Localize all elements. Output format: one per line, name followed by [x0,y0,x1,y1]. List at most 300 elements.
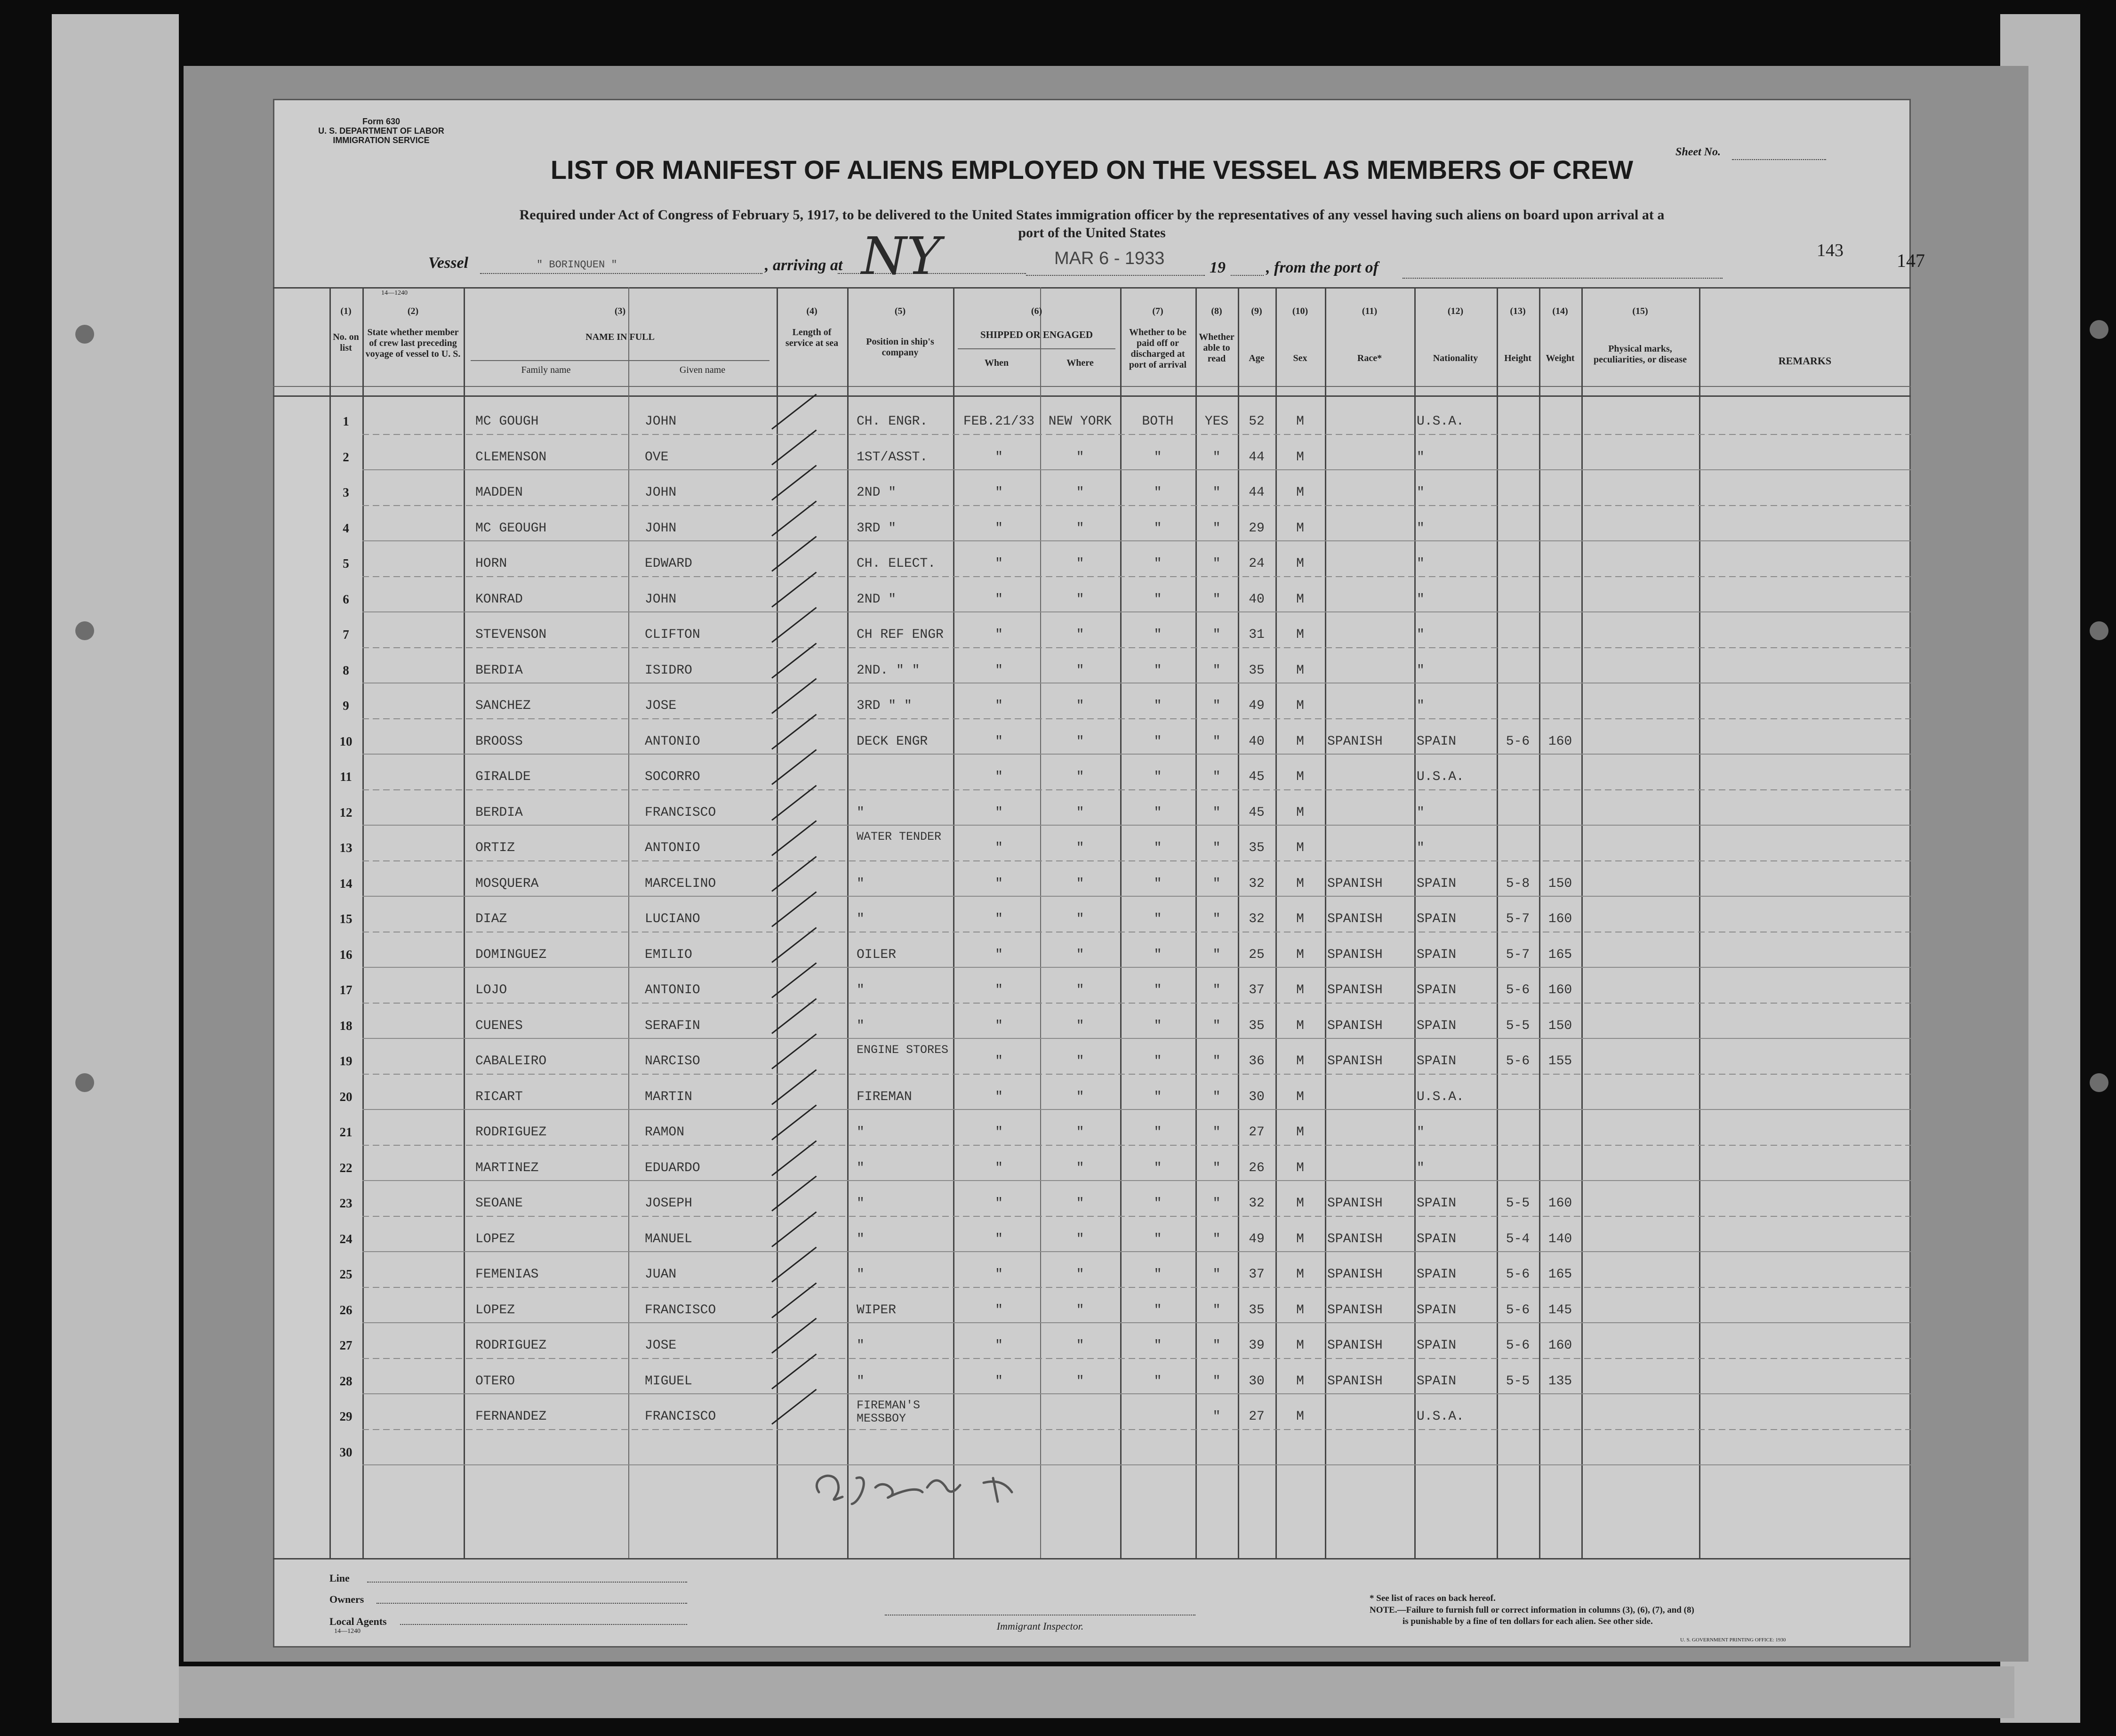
row-7-paid: " [1154,627,1162,642]
row-8-where: " [1076,663,1084,678]
header-no-on-list: No. on list [333,332,359,353]
row-18-height: 5-5 [1506,1018,1530,1033]
row-rule [362,1145,1911,1146]
row-19-read: " [1212,1054,1221,1069]
footer-agents-code: 14—1240 [334,1628,361,1635]
colnum-10: (10) [1292,306,1308,316]
row-13-age: 35 [1249,841,1265,855]
row-24-position: " [857,1231,865,1246]
row-13-when: " [995,841,1003,855]
colnum-2: (2) [407,306,419,316]
row-27-nat: SPAIN [1417,1338,1457,1353]
row-13-position: WATER TENDER [857,830,942,844]
row-5-paid: " [1154,556,1162,571]
row-rule [362,611,1911,612]
row-28-when: " [995,1374,1003,1389]
row-10-weight: 160 [1548,734,1572,749]
row-rule [362,540,1911,541]
row-12-when: " [995,805,1003,820]
row-10-read: " [1212,734,1221,749]
row-28-weight: 135 [1548,1374,1572,1389]
arriving-port-handwritten: NY [861,226,941,286]
row-26-family: LOPEZ [475,1302,515,1318]
row-20-family: RICART [475,1089,523,1104]
row-11-read: " [1212,770,1221,784]
row-28-no: 28 [339,1374,353,1388]
row-20-age: 30 [1249,1089,1265,1104]
row-7-sex: M [1296,627,1304,642]
row-20-where: " [1076,1089,1084,1104]
colnum-8: (8) [1211,306,1222,316]
header-able-to-read: Whether able to read [1199,332,1234,364]
row-16-given: EMILIO [645,947,692,962]
row-26-where: " [1076,1302,1084,1318]
row-4-read: " [1212,521,1221,536]
race-footnote: * See list of races on back hereof. [1370,1593,1496,1603]
row-5-sex: M [1296,556,1304,571]
row-27-when: " [995,1338,1003,1353]
row-27-position: " [857,1338,865,1353]
row-23-given: JOSEPH [645,1196,692,1211]
row-15-paid: " [1154,912,1162,926]
row-18-nat: SPAIN [1417,1018,1457,1033]
row-1-where: NEW YORK [1048,414,1112,429]
row-rule [362,1074,1911,1075]
row-5-given: EDWARD [645,556,692,571]
row-11-nat: U.S.A. [1417,770,1464,784]
row-15-position: " [857,912,865,926]
row-15-no: 15 [339,912,353,926]
row-4-sex: M [1296,521,1304,536]
row-29-given: FRANCISCO [645,1409,716,1424]
row-27-sex: M [1296,1338,1304,1353]
row-rule [362,1358,1911,1359]
row-4-where: " [1076,521,1084,536]
row-18-family: CUENES [475,1018,523,1033]
row-9-given: JOSE [645,699,677,713]
row-6-given: JOHN [645,592,677,607]
row-1-position: CH. ENGR. [857,414,928,429]
handwritten-signature [805,1459,1040,1511]
row-26-position: WIPER [857,1302,897,1318]
header-paid-off: Whether to be paid off or discharged at port of arrival [1129,327,1187,370]
row-27-paid: " [1154,1338,1162,1353]
row-1-sex: M [1296,414,1304,429]
header-where: Where [1066,358,1094,368]
header-race: Race* [1357,353,1382,363]
row-21-no: 21 [339,1125,353,1139]
row-18-read: " [1212,1018,1221,1033]
binder-hole [75,621,94,640]
row-10-sex: M [1296,734,1304,749]
row-8-family: BERDIA [475,663,523,678]
row-24-age: 49 [1249,1231,1265,1246]
row-rule [362,1393,1911,1394]
col-line [464,287,465,1558]
row-16-age: 25 [1249,947,1265,962]
row-7-family: STEVENSON [475,627,547,642]
row-3-family: MADDEN [475,485,523,500]
row-29-age: 27 [1249,1409,1265,1424]
row-2-where: " [1076,450,1084,465]
binder-hole [2090,1073,2108,1092]
row-28-height: 5-5 [1506,1374,1530,1389]
row-10-given: ANTONIO [645,734,700,749]
row-27-height: 5-6 [1506,1338,1530,1353]
row-21-position: " [857,1125,865,1140]
row-23-sex: M [1296,1196,1304,1211]
row-17-race: SPANISH [1327,983,1383,997]
row-rule [362,505,1911,506]
row-19-race: SPANISH [1327,1054,1383,1069]
row-21-sex: M [1296,1125,1304,1140]
row-15-family: DIAZ [475,912,507,926]
row-3-when: " [995,485,1003,500]
colnum-14: (14) [1552,306,1568,316]
row-27-family: RODRIGUEZ [475,1338,547,1353]
row-6-read: " [1212,592,1221,607]
row-10-family: BROOSS [475,734,523,749]
row-18-age: 35 [1249,1018,1265,1033]
row-rule [362,1003,1911,1004]
row-25-age: 37 [1249,1267,1265,1282]
vessel-label: Vessel [428,254,468,272]
row-rule [362,434,1911,435]
row-22-age: 26 [1249,1160,1265,1175]
colnum-12: (12) [1447,306,1464,316]
row-3-nat: " [1417,485,1425,500]
row-15-age: 32 [1249,912,1265,926]
row-10-when: " [995,734,1003,749]
row-19-given: NARCISO [645,1054,700,1069]
row-15-weight: 160 [1548,912,1572,926]
row-23-position: " [857,1196,865,1211]
row-16-height: 5-7 [1506,947,1530,962]
row-10-height: 5-6 [1506,734,1530,749]
row-15-nat: SPAIN [1417,912,1457,926]
row-19-when: " [995,1054,1003,1069]
row-25-race: SPANISH [1327,1267,1383,1282]
row-26-height: 5-6 [1506,1302,1530,1318]
row-12-given: FRANCISCO [645,805,716,820]
table-bottom-rule [273,1558,1911,1559]
row-8-position: 2ND. " " [857,663,920,678]
header-remarks: REMARKS [1778,355,1832,367]
row-rule [362,718,1911,719]
row-22-where: " [1076,1160,1084,1175]
row-29-sex: M [1296,1409,1304,1424]
row-11-age: 45 [1249,770,1265,784]
row-15-given: LUCIANO [645,912,700,926]
row-20-position: FIREMAN [857,1089,912,1104]
row-14-no: 14 [339,876,353,891]
row-27-where: " [1076,1338,1084,1353]
row-24-given: MANUEL [645,1231,692,1246]
row-19-nat: SPAIN [1417,1054,1457,1069]
row-20-sex: M [1296,1089,1304,1104]
arrival-date-stamp: MAR 6 - 1933 [1054,249,1165,268]
row-3-given: JOHN [645,485,677,500]
row-15-race: SPANISH [1327,912,1383,926]
row-14-height: 5-8 [1506,876,1530,891]
row-1-nat: U.S.A. [1417,414,1464,429]
form-subtitle-line2: port of the United States [1018,225,1166,241]
col-line [1699,287,1700,1558]
footer-owners-label: Owners [329,1593,364,1605]
row-11-paid: " [1154,770,1162,784]
footer-agents-field [400,1624,687,1625]
row-7-where: " [1076,627,1084,642]
row-17-given: ANTONIO [645,983,700,997]
row-29-nat: U.S.A. [1417,1409,1464,1424]
row-6-family: KONRAD [475,592,523,607]
row-3-paid: " [1154,485,1162,500]
row-13-family: ORTIZ [475,841,515,855]
row-4-when: " [995,521,1003,536]
row-3-where: " [1076,485,1084,500]
row-25-family: FEMENIAS [475,1267,539,1282]
form-identifier [311,117,452,145]
col-line [847,287,849,1558]
row-21-given: RAMON [645,1125,685,1140]
row-17-age: 37 [1249,983,1265,997]
scan-bottom-edge [179,1666,2014,1718]
row-25-given: JUAN [645,1267,677,1282]
row-28-paid: " [1154,1374,1162,1389]
row-4-family: MC GEOUGH [475,521,547,536]
row-3-age: 44 [1249,485,1265,500]
col-line [1325,287,1326,1558]
row-18-no: 18 [339,1018,353,1033]
row-2-sex: M [1296,450,1304,465]
row-22-position: " [857,1160,865,1175]
binder-hole [2090,320,2108,339]
year-label: 19 [1210,259,1226,276]
header-family-name: Family name [521,365,571,375]
row-23-height: 5-5 [1506,1196,1530,1211]
row-6-sex: M [1296,592,1304,607]
row-27-no: 27 [339,1338,353,1352]
row-23-paid: " [1154,1196,1162,1211]
row-24-nat: SPAIN [1417,1231,1457,1246]
port-from-label: , from the port of [1266,259,1379,276]
row-9-paid: " [1154,699,1162,713]
row-rule [362,754,1911,755]
row-22-given: EDUARDO [645,1160,700,1175]
row-9-no: 9 [343,699,349,713]
row-9-where: " [1076,699,1084,713]
row-2-position: 1ST/ASST. [857,450,928,465]
row-28-given: MIGUEL [645,1374,692,1389]
row-7-when: " [995,627,1003,642]
row-5-nat: " [1417,556,1425,571]
row-20-no: 20 [339,1089,353,1104]
row-21-read: " [1212,1125,1221,1140]
row-14-race: SPANISH [1327,876,1383,891]
row-23-read: " [1212,1196,1221,1211]
row-10-race: SPANISH [1327,734,1383,749]
row-15-where: " [1076,912,1084,926]
row-23-race: SPANISH [1327,1196,1383,1211]
row-27-given: JOSE [645,1338,677,1353]
row-9-sex: M [1296,699,1304,713]
row-3-read: " [1212,485,1221,500]
row-10-paid: " [1154,734,1162,749]
row-26-age: 35 [1249,1302,1265,1318]
row-27-race: SPANISH [1327,1338,1383,1353]
row-18-when: " [995,1018,1003,1033]
row-5-no: 5 [343,556,349,571]
row-27-weight: 160 [1548,1338,1572,1353]
row-rule [362,1216,1911,1217]
row-14-read: " [1212,876,1221,891]
header-name-in-full: NAME IN FULL [585,332,655,342]
row-23-weight: 160 [1548,1196,1572,1211]
form-subtitle-line1: Required under Act of Congress of February 5, 1917, to be delivered to the United States immigration officer by the representatives of any vessel having such aliens on board upon arrival at a [519,207,1665,223]
row-26-given: FRANCISCO [645,1302,716,1318]
header-length-service: Length of service at sea [785,327,839,348]
row-24-read: " [1212,1231,1221,1246]
colnum-13: (13) [1510,306,1526,316]
row-5-where: " [1076,556,1084,571]
row-2-nat: " [1417,450,1425,465]
service-name: IMMIGRATION SERVICE [333,136,430,145]
row-16-when: " [995,947,1003,962]
row-25-where: " [1076,1267,1084,1282]
row-20-nat: U.S.A. [1417,1089,1464,1104]
row-13-read: " [1212,841,1221,855]
binder-hole [75,325,94,344]
row-26-sex: M [1296,1302,1304,1318]
row-20-when: " [995,1089,1003,1104]
row-13-nat: " [1417,841,1425,855]
col-line-name-split [628,287,629,1558]
row-rule [362,825,1911,826]
row-16-no: 16 [339,947,353,962]
inspector-label: Immigrant Inspector. [996,1620,1084,1632]
row-24-no: 24 [339,1231,353,1246]
row-1-paid: BOTH [1142,414,1174,429]
header-weight: Weight [1546,353,1575,363]
row-7-given: CLIFTON [645,627,700,642]
row-25-paid: " [1154,1267,1162,1282]
row-8-given: ISIDRO [645,663,692,678]
row-14-weight: 150 [1548,876,1572,891]
row-17-no: 17 [339,983,353,997]
row-25-read: " [1212,1267,1221,1282]
header-height: Height [1504,353,1531,363]
form-number: Form 630 [362,117,401,126]
row-21-paid: " [1154,1125,1162,1140]
department-name: U. S. DEPARTMENT OF LABOR [318,126,444,136]
row-3-position: 2ND " [857,485,897,500]
row-7-no: 7 [343,627,349,642]
row-8-nat: " [1417,663,1425,678]
row-9-family: SANCHEZ [475,699,531,713]
row-18-paid: " [1154,1018,1162,1033]
row-16-position: OILER [857,947,897,962]
colnum-15: (15) [1632,306,1648,316]
row-2-paid: " [1154,450,1162,465]
row-22-nat: " [1417,1160,1425,1175]
shipped-subrule [958,348,1115,349]
row-26-read: " [1212,1302,1221,1318]
page-number-b: 147 [1897,250,1925,271]
row-8-sex: M [1296,663,1304,678]
row-22-no: 22 [339,1160,353,1175]
row-25-sex: M [1296,1267,1304,1282]
colnum-4: (4) [806,306,818,316]
row-26-when: " [995,1302,1003,1318]
row-18-given: SERAFIN [645,1018,700,1033]
row-3-no: 3 [343,485,349,499]
row-4-age: 29 [1249,521,1265,536]
row-28-family: OTERO [475,1374,515,1389]
row-25-position: " [857,1267,865,1282]
row-9-when: " [995,699,1003,713]
colnum-rule [273,386,1911,387]
row-15-when: " [995,912,1003,926]
row-17-paid: " [1154,983,1162,997]
row-21-age: 27 [1249,1125,1265,1140]
row-8-paid: " [1154,663,1162,678]
row-13-given: ANTONIO [645,841,700,855]
row-27-age: 39 [1249,1338,1265,1353]
row-16-sex: M [1296,947,1304,962]
row-17-sex: M [1296,983,1304,997]
colnum-6: (6) [1031,306,1042,316]
row-15-height: 5-7 [1506,912,1530,926]
row-24-when: " [995,1231,1003,1246]
row-25-weight: 165 [1548,1267,1572,1282]
row-12-family: BERDIA [475,805,523,820]
row-8-read: " [1212,663,1221,678]
row-9-position: 3RD " " [857,699,912,713]
row-12-sex: M [1296,805,1304,820]
row-26-nat: SPAIN [1417,1302,1457,1318]
row-21-family: RODRIGUEZ [475,1125,547,1140]
row-27-read: " [1212,1338,1221,1353]
row-22-when: " [995,1160,1003,1175]
row-16-nat: SPAIN [1417,947,1457,962]
row-19-no: 19 [339,1054,353,1068]
row-11-when: " [995,770,1003,784]
row-24-where: " [1076,1231,1084,1246]
row-rule [362,647,1911,648]
header-shipped-engaged: SHIPPED OR ENGAGED [980,329,1093,340]
row-22-sex: M [1296,1160,1304,1175]
row-19-age: 36 [1249,1054,1265,1069]
row-rule [362,860,1911,861]
row-28-sex: M [1296,1374,1304,1389]
colnum-7: (7) [1152,306,1163,316]
row-10-where: " [1076,734,1084,749]
row-6-position: 2ND " [857,592,897,607]
row-22-family: MARTINEZ [475,1160,539,1175]
footer-line-field [367,1582,687,1583]
row-5-position: CH. ELECT. [857,556,936,571]
row-28-nat: SPAIN [1417,1374,1457,1389]
row-13-sex: M [1296,841,1304,855]
colnum-5: (5) [894,306,906,316]
row-23-when: " [995,1196,1003,1211]
row-17-weight: 160 [1548,983,1572,997]
binder-hole [75,1073,94,1092]
form-title: LIST OR MANIFEST OF ALIENS EMPLOYED ON THE VESSEL AS MEMBERS OF CREW [550,155,1634,185]
row-rule [362,1322,1911,1323]
row-rule [362,789,1911,790]
row-8-age: 35 [1249,663,1265,678]
